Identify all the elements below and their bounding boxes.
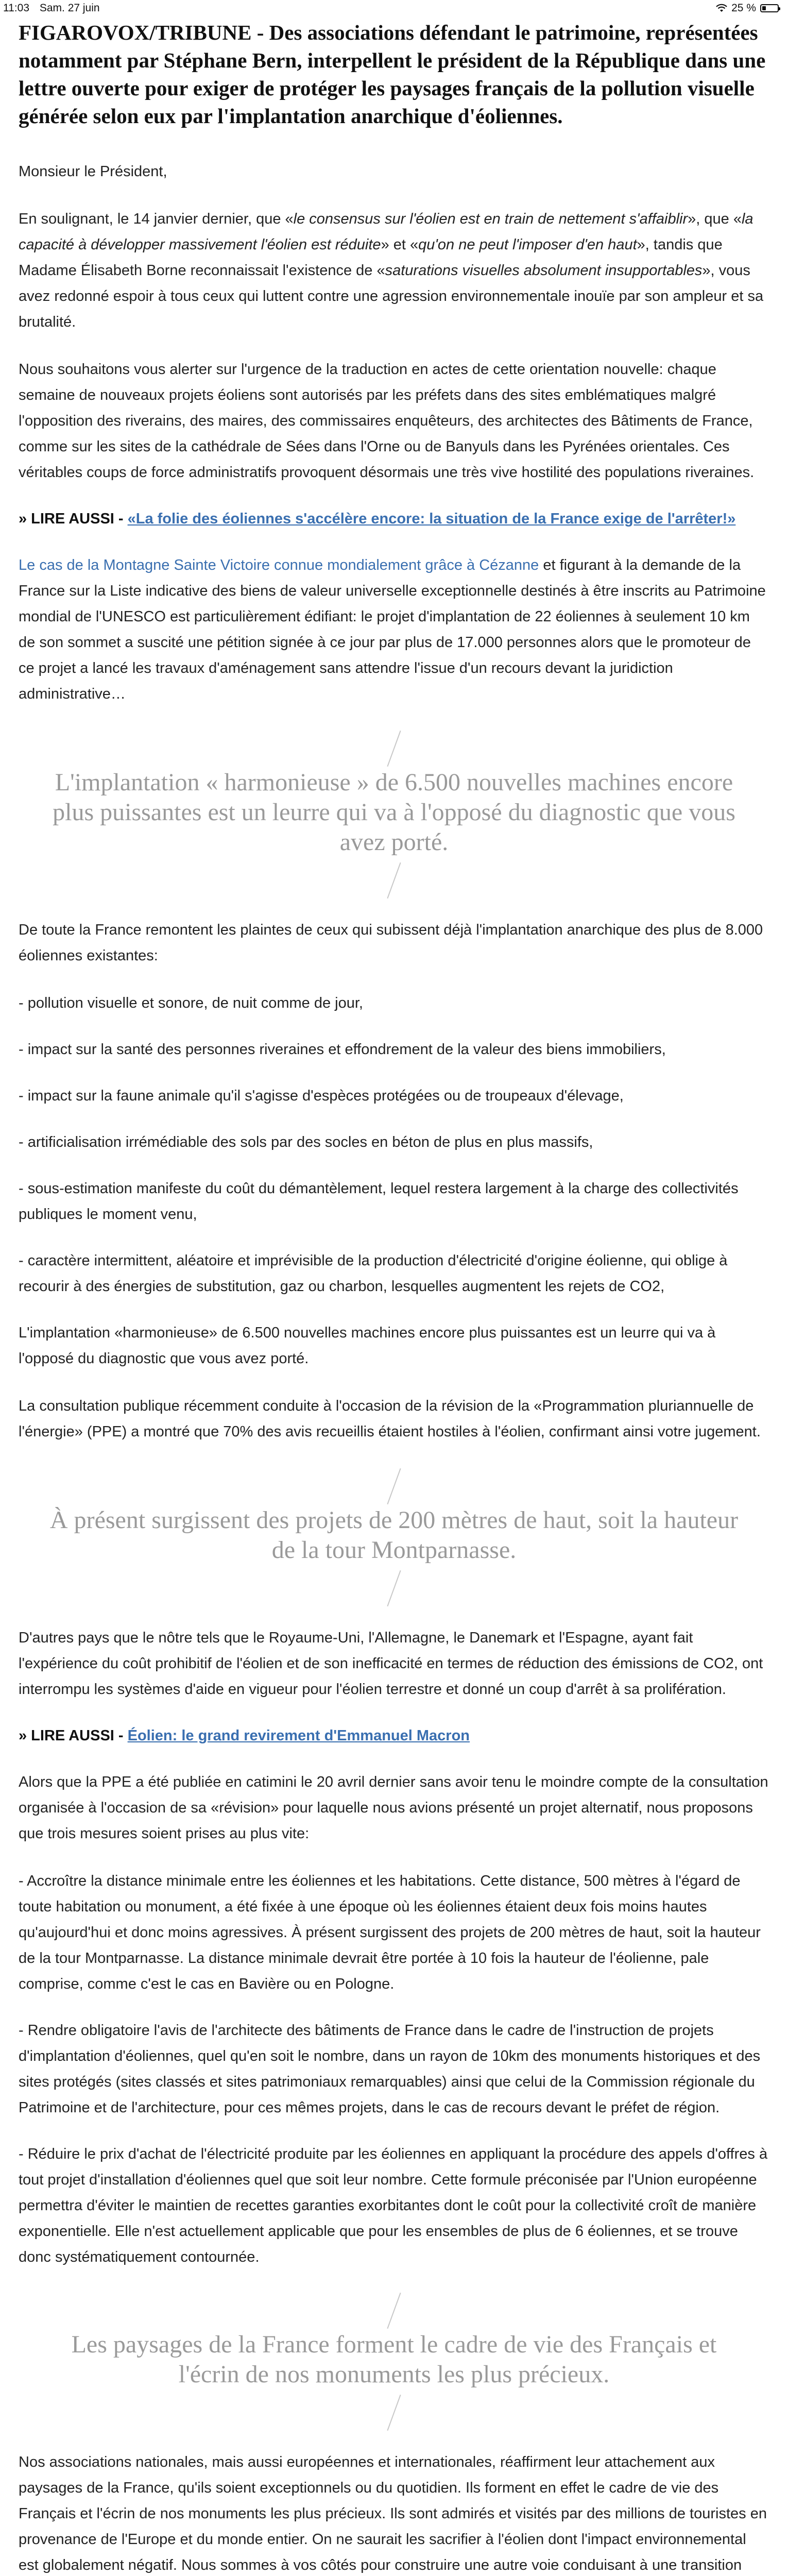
salutation: Monsieur le Président,	[19, 163, 167, 180]
paragraph-7: D'autres pays que le nôtre tels que le Royaume-Uni, l'Allemagne, le Danemark et l'Espagne, ayant fait l'expérience du coût prohibitif de l'éolien et de son inefficacité en termes de réduction des émissions de CO2, ont interrompu les systèmes d'aide en vigueur pour l'éolien terrestre et donné un coup d'arrêt à sa prolifération.	[19, 1630, 763, 1698]
p1-text-g: », tandis que Madame Élisabeth Borne reconnaissait l'existence de «	[19, 236, 723, 279]
list-item: - impact sur la santé des personnes riveraines et effondrement de la valeur des biens immobiliers,	[19, 1041, 666, 1058]
article-body	[19, 19, 769, 2576]
measures-list	[19, 1868, 769, 2270]
slash-divider-top	[386, 728, 402, 765]
pull-quote-2	[19, 1466, 769, 1604]
pull-quote-text: À présent surgissent des projets de 200 mètres de haut, soit la hauteur de la tour Montparnasse.	[49, 1506, 739, 1564]
p3-rest: et figurant à la demande de la France sur la Liste indicative des biens de valeur universelle exceptionnelle destinés à être inscrits au Patrimoine mondial de l'UNESCO est particulièrement édifiant: le projet d'implantation de 22 éoliennes à seulement 10 km de son sommet a suscité une pétition signée à ce jour par plus de 17.000 personnes alors que le promoteur de ce projet a lancé les travaux d'aménagement sans attendre l'issue d'un recours devant la juridiction administrative…	[19, 557, 766, 702]
list-item: - artificialisation irrémédiable des sols par des socles en béton de plus en plus massifs,	[19, 1134, 593, 1150]
paragraph-3	[19, 552, 769, 707]
list-item: - sous-estimation manifeste du coût du démantèlement, lequel restera largement à la charge des collectivités publiques le moment venu,	[19, 1180, 739, 1223]
read-also-tag: » LIRE AUSSI -	[19, 1727, 128, 1744]
slash-divider-bottom	[386, 860, 402, 896]
list-item: - caractère intermittent, aléatoire et imprévisible de la production d'électricité d'origine éolienne, qui oblige à recourir à des énergies de substitution, gaz ou charbon, lesquelles augmentent les rejets de CO2,	[19, 1252, 728, 1295]
read-also-1	[19, 507, 769, 531]
list-item: - Rendre obligatoire l'avis de l'architecte des bâtiments de France dans le cadre de l'instruction de projets d'implantation d'éoliennes, quel qu'en soit le nombre, dans un rayon de 10km des monuments historiques et des sites protégés (sites classés et sites patrimoniaux remarquables) ainsi que celui de la Commission régionale du Patrimoine et de l'architecture, pour ces mêmes projets, dans le cas de recours devant le préfet de région.	[19, 2022, 761, 2116]
read-also-link-1[interactable]: «La folie des éoliennes s'accélère encore: la situation de la France exige de l'arrêter!»	[127, 511, 736, 527]
slash-divider-top	[386, 2291, 402, 2327]
p1-quote-h: saturations visuelles absolument insupportables	[385, 262, 703, 279]
list-item: - Accroître la distance minimale entre les éoliennes et les habitations. Cette distance, 500 mètres à l'égard de toute habitation ou monument, a été fixée à une époque où les éoliennes étaient deux fois moins hautes qu'aujourd'hui et donc moins agressives. À présent surgissent des projets de 200 mètres de haut, soit la hauteur de la tour Montparnasse. La distance minimale devrait être portée à 10 fois la hauteur de l'éolienne, pale comprise, comme c'est le cas en Bavière ou en Pologne.	[19, 1873, 761, 1992]
read-also-tag: » LIRE AUSSI -	[19, 511, 128, 527]
p1-quote-b: le consensus sur l'éolien est en train de nettement s'affaiblir	[293, 211, 688, 227]
slash-divider-bottom	[386, 2393, 402, 2429]
read-also-link-2[interactable]: Éolien: le grand revirement d'Emmanuel Macron	[127, 1727, 470, 1744]
paragraph-2: Nous souhaitons vous alerter sur l'urgence de la traduction en actes de cette orientation nouvelle: chaque semaine de nouveaux projets éoliens sont autorisés par les préfets dans des sites emblématiques malgré l'opposition des riverains, des maires, des commissaires enquêteurs, des architectes des Bâtiments de France, comme sur les sites de la cathédrale de Sées dans l'Orne ou de Banyuls dans les Pyrénées orientales. Ces véritables coups de force administratifs provoquent désormais une très vive hostilité des populations riveraines.	[19, 361, 755, 481]
pull-quote-3	[19, 2291, 769, 2429]
status-date: Sam. 27 juin	[39, 2, 100, 14]
pull-quote-text: L'implantation « harmonieuse » de 6.500 nouvelles machines encore plus puissantes est un leurre qui va à l'opposé du diagnostic que vous avez porté.	[53, 769, 735, 856]
wifi-icon	[716, 4, 727, 13]
p1-quote-f: qu'on ne peut l'imposer d'en haut	[418, 236, 637, 253]
battery-percent: 25 %	[731, 2, 756, 14]
list-item: - pollution visuelle et sonore, de nuit comme de jour,	[19, 995, 363, 1011]
slash-divider-bottom	[386, 1568, 402, 1604]
p1-text-i: », vous avez redonné espoir à tous ceux qui luttent contre une agression environnementale inouïe par son ampleur et sa brutalité.	[19, 262, 764, 330]
paragraph-5: L'implantation «harmonieuse» de 6.500 nouvelles machines encore plus puissantes est un leurre qui va à l'opposé du diagnostic que vous avez porté.	[19, 1325, 716, 1367]
read-also-2	[19, 1724, 769, 1748]
list-item: - Réduire le prix d'achat de l'électricité produite par les éoliennes en appliquant la procédure des appels d'offres à tout projet d'installation d'éoliennes quel que soit leur nombre. Cette formule préconisée par l'Union européenne permettra d'éviter le maintien de recettes garanties exorbitantes dont le coût pour la collectivité croît de manière exponentielle. Elle n'est actuellement applicable que pour les ensembles de plus de 6 éoliennes, et se trouve donc systématiquement contournée.	[19, 2146, 768, 2265]
sainte-victoire-link[interactable]: Le cas de la Montagne Sainte Victoire connue mondialement grâce à Cézanne	[19, 557, 539, 573]
paragraph-4: De toute la France remontent les plaintes de ceux qui subissent déjà l'implantation anarchique des plus de 8.000 éoliennes existantes:	[19, 922, 763, 964]
list-item: - impact sur la faune animale qu'il s'agisse d'espèces protégées ou de troupeaux d'élevage,	[19, 1088, 624, 1104]
p1-text-c: », que «	[688, 211, 742, 227]
article-lead: FIGAROVOX/TRIBUNE - Des associations défendant le patrimoine, représentées notamment par Stéphane Bern, interpellent le président de la République dans une lettre ouverte pour exiger de protéger les paysages français de la pollution visuelle générée selon eux par l'implantation anarchique d'éoliennes.	[19, 21, 766, 128]
paragraph-8: Alors que la PPE a été publiée en catimini le 20 avril dernier sans avoir tenu le moindre compte de la consultation organisée à l'occasion de sa «révision» pour laquelle nous avions présenté un projet alternatif, nous proposons que trois mesures soient prises au plus vite:	[19, 1774, 768, 1842]
slash-divider-top	[386, 1466, 402, 1502]
status-time: 11:03	[3, 2, 29, 14]
p1-text-a: En soulignant, le 14 janvier dernier, que «	[19, 211, 294, 227]
battery-level	[762, 6, 766, 10]
paragraph-6: La consultation publique récemment conduite à l'occasion de la révision de la «Programmation pluriannuelle de l'énergie» (PPE) a montré que 70% des avis recueillis étaient hostiles à l'éolien, confirmant ainsi votre jugement.	[19, 1398, 761, 1440]
pull-quote-1	[19, 728, 769, 896]
p1-quote-d: la capacité à développer massivement l'éolien est réduite	[19, 211, 753, 253]
paragraph-1	[19, 206, 769, 335]
status-bar	[0, 0, 788, 16]
paragraph-9: Nos associations nationales, mais aussi européennes et internationales, réaffirment leur attachement aux paysages de la France, qu'ils soient exceptionnels ou du quotidien. Ils forment en effet le cadre de vie des Français et l'écrin de nos monuments les plus précieux. Ils sont admirés et visités par des millions de touristes en provenance de l'Europe et du monde entier. On ne saurait les sacrifier à l'éolien dont l'impact environnemental est globalement négatif. Nous sommes à vos côtés pour construire une autre voie conduisant à une transition	[19, 2454, 767, 2573]
pull-quote-text: Les paysages de la France forment le cadre de vie des Français et l'écrin de nos monuments les plus précieux.	[71, 2331, 717, 2388]
battery-icon	[760, 4, 779, 12]
p1-text-e: » et «	[381, 236, 419, 253]
complaints-list	[19, 990, 769, 1299]
